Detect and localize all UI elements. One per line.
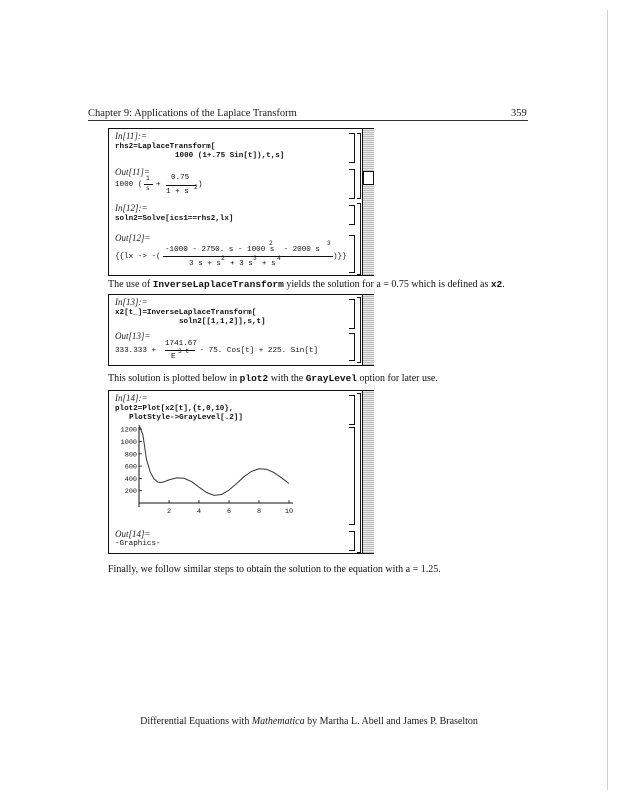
- footer-text-a: Differential Equations with: [140, 716, 252, 727]
- group-bracket-12[interactable]: [357, 203, 361, 275]
- cell-bracket-in12[interactable]: [349, 205, 355, 225]
- para1-code-x2: x2: [490, 279, 503, 290]
- out12-denominator: 3 s + s + 3 s + s: [189, 260, 276, 268]
- para2-text-a: This solution is plotted below in: [108, 373, 240, 384]
- group-bracket-11[interactable]: [357, 133, 361, 199]
- out11-frac1-num: 1: [146, 175, 150, 182]
- group-bracket-14[interactable]: [357, 393, 361, 553]
- y-tick-label-800: 800: [124, 451, 137, 460]
- y-tick-label-200: 200: [124, 488, 137, 497]
- out12-den-exp3: 4: [277, 255, 281, 262]
- out13-prefix: 333.333 +: [115, 347, 161, 355]
- out13-suffix: - 75. Cos[t] + 225. Sin[t]: [195, 347, 319, 355]
- para1-text-a: The use of: [108, 279, 153, 290]
- out13-label: Out[13]=: [115, 331, 151, 341]
- notebook-3-scrollbar[interactable]: [362, 391, 374, 553]
- out12-prefix: {{lx -> -(: [115, 253, 161, 261]
- cell-bracket-in14[interactable]: [349, 395, 355, 425]
- footer-text-b: by Martha L. Abell and James P. Braselton: [304, 716, 478, 727]
- y-tick-label-1200: 1200: [120, 426, 137, 435]
- in13-line2[interactable]: soln2[[1,1,2]],s,t]: [179, 318, 266, 326]
- page-edge-line: [607, 10, 608, 790]
- cell-bracket-in13[interactable]: [349, 299, 355, 329]
- notebook-1-scrollbar[interactable]: [362, 129, 374, 275]
- in14-label: In[14]:=: [115, 393, 148, 403]
- out12-numerator: -1000 - 2750. s - 1000 s - 2000 s: [165, 246, 320, 254]
- in11-line1[interactable]: rhs2=LaplaceTransform[: [115, 143, 216, 151]
- out11-exp: 2: [194, 184, 198, 191]
- para2-text-c: option for later use.: [357, 373, 438, 384]
- cell-bracket-out12[interactable]: [349, 235, 355, 273]
- notebook-window-3: [108, 390, 374, 554]
- footer-italic: Mathematica: [251, 716, 305, 727]
- para2-text-b: with the: [268, 373, 306, 384]
- out11-frac2-num: 0.75: [171, 174, 190, 182]
- cell-bracket-in11[interactable]: [349, 133, 355, 163]
- group-bracket-13[interactable]: [357, 297, 361, 363]
- out13-denominator: E: [171, 353, 176, 361]
- header-rule: [88, 120, 528, 121]
- cell-bracket-graphics[interactable]: [349, 427, 355, 525]
- out11-label: Out[11]=: [115, 167, 150, 177]
- cell-bracket-out14[interactable]: [349, 531, 355, 551]
- x-tick-label-10: 10: [284, 508, 294, 516]
- in12-label: In[12]:=: [115, 203, 148, 213]
- para1-text-b: yields the solution for a = 0.75 which is defined as: [283, 279, 491, 290]
- out13-den-exp: 3 t: [178, 348, 190, 355]
- in13-line1[interactable]: x2[t_]=InverseLaplaceTransform[: [115, 309, 257, 317]
- out12-suffix: )}}: [333, 253, 347, 261]
- out11-frac2-den: 1 + s: [166, 188, 189, 196]
- y-tick-label-400: 400: [124, 475, 137, 484]
- out11-suffix: ): [198, 181, 203, 189]
- out11-plus: +: [156, 181, 161, 189]
- out14-value: -Graphics-: [115, 540, 161, 548]
- out14-label: Out[14]=: [115, 529, 151, 539]
- out12-label: Out[12]=: [115, 233, 151, 243]
- out11-frac2-bar: [166, 185, 196, 186]
- para1-text-c: .: [502, 279, 505, 290]
- in13-label: In[13]:=: [115, 297, 148, 307]
- x-tick-label-4: 4: [196, 508, 202, 516]
- notebook-1-scroll-thumb[interactable]: [363, 171, 374, 185]
- in11-label: In[11]:=: [115, 131, 147, 141]
- paragraph-3: Finally, we follow similar steps to obtain the solution to the equation with a = 1.25.: [108, 564, 441, 575]
- para2-code-graylevel: GrayLevel: [305, 373, 357, 384]
- out12-den-exp1: 2: [221, 255, 225, 262]
- in14-line1[interactable]: plot2=Plot[x2[t],{t,0,10},: [115, 405, 234, 413]
- cell-bracket-out11[interactable]: [349, 169, 355, 199]
- out12-den-exp2: 3: [253, 255, 257, 262]
- out12-num-exp1: 2: [269, 240, 273, 247]
- series-x2-line: [139, 425, 289, 495]
- cell-bracket-out13[interactable]: [349, 333, 355, 361]
- out12-num-exp2: 3: [327, 240, 331, 247]
- notebook-window-2: [108, 294, 374, 366]
- plot2-graphic: [109, 425, 349, 529]
- x-tick-label-8: 8: [256, 508, 262, 516]
- out12-fraction-bar: [163, 256, 333, 257]
- y-tick-label-1000: 1000: [120, 438, 137, 447]
- out11-prefix: 1000 (: [115, 181, 143, 189]
- in11-line2[interactable]: 1000 (1+.75 Sin[t]),t,s]: [175, 152, 285, 160]
- paragraph-2: [108, 373, 438, 384]
- paragraph-1: [108, 279, 505, 290]
- page-number: 359: [511, 108, 527, 119]
- in14-line2[interactable]: PlotStyle->GrayLevel[.2]]: [129, 414, 243, 422]
- out13-numerator: 1741.67: [165, 340, 197, 348]
- x-tick-label-6: 6: [226, 508, 232, 516]
- para1-code-ilt: InverseLaplaceTransform: [152, 279, 284, 290]
- footer-citation: [0, 716, 618, 727]
- para2-code-plot2: plot2: [239, 373, 269, 384]
- notebook-window-1: [108, 128, 374, 276]
- x-tick-label-2: 2: [166, 508, 172, 516]
- notebook-2-scrollbar[interactable]: [362, 295, 374, 365]
- plot-layer: [121, 425, 293, 516]
- out11-frac1-den: s: [146, 185, 150, 192]
- in12-code[interactable]: soln2=Solve[ics1==rhs2,lx]: [115, 215, 234, 223]
- y-tick-label-600: 600: [124, 463, 137, 472]
- chapter-title: Chapter 9: Applications of the Laplace Transform: [88, 108, 297, 119]
